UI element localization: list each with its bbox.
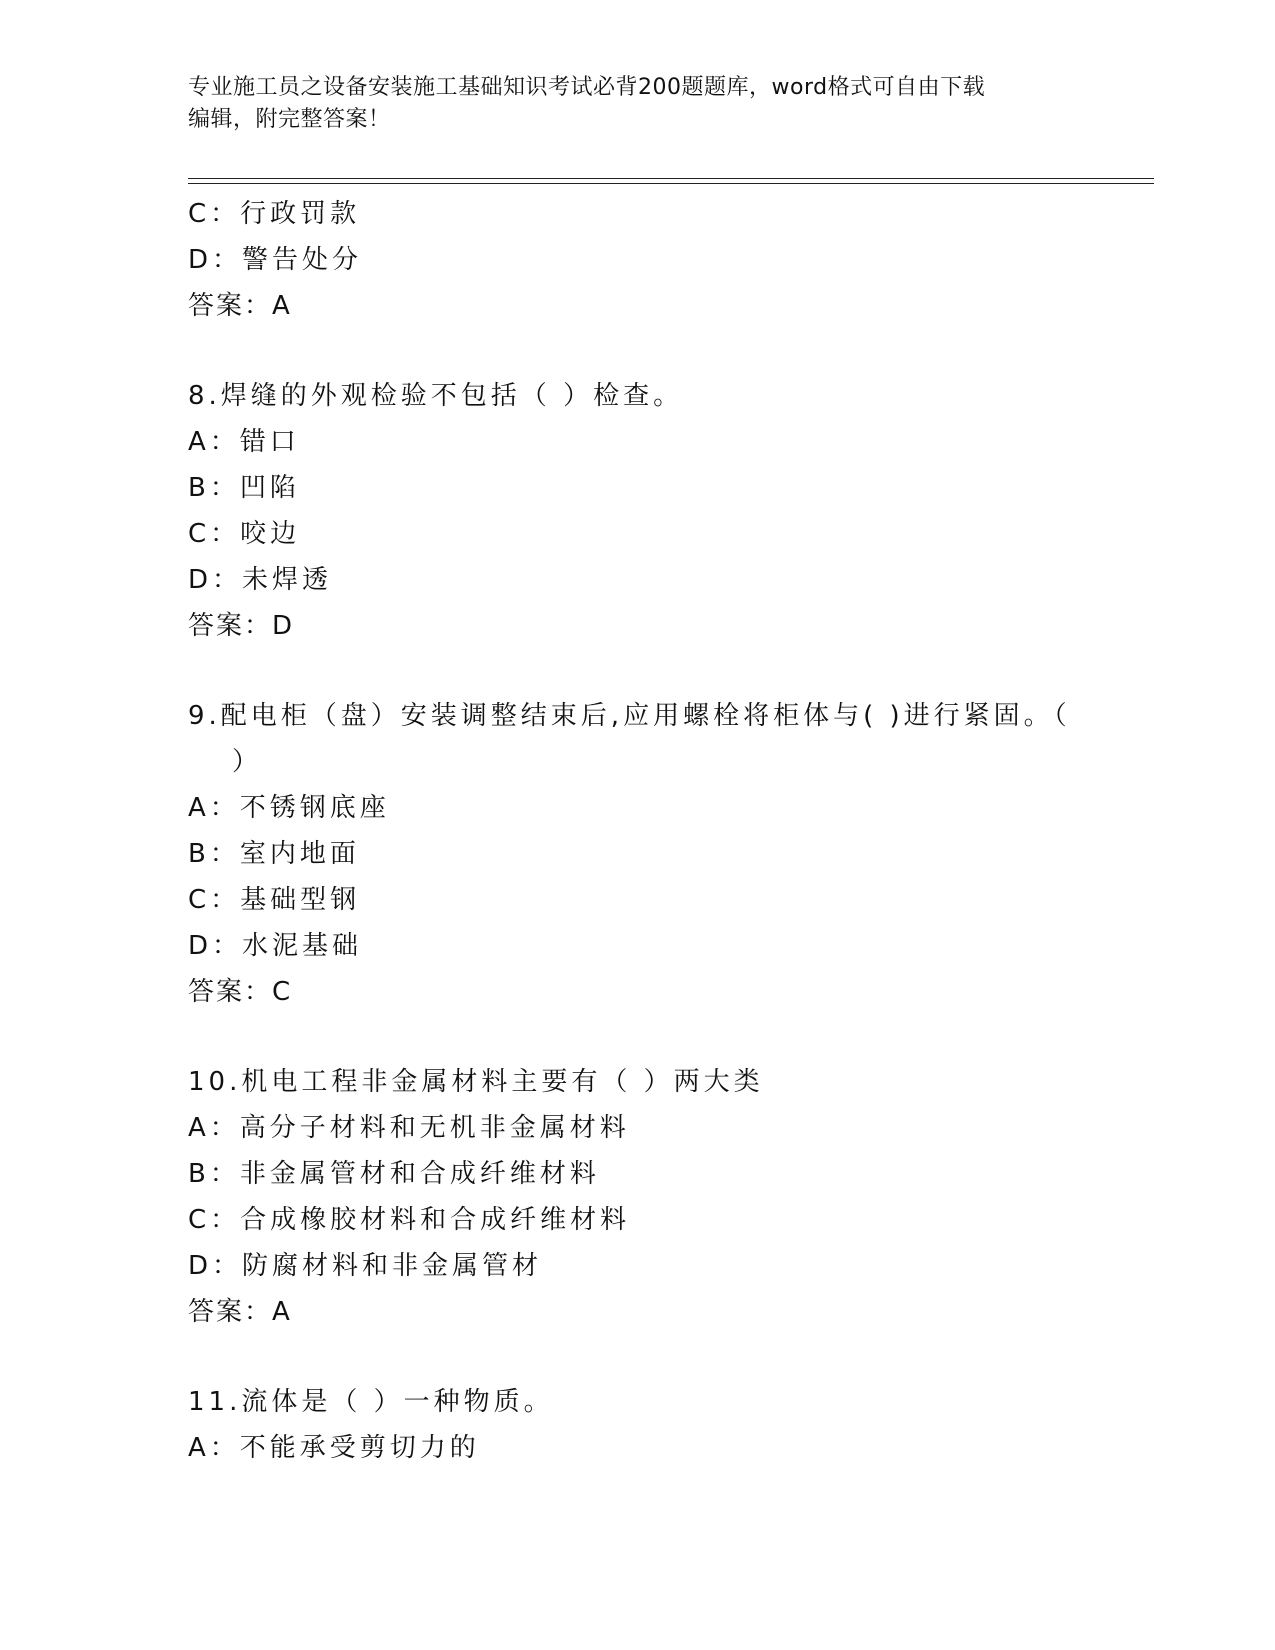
header-line-1: 专业施工员之设备安装施工基础知识考试必背200题题库，word格式可自由下载 <box>188 75 986 100</box>
option-d: D：警告处分 <box>188 245 363 275</box>
question-7 <box>188 191 1088 329</box>
answer: 答案：D <box>188 611 295 641</box>
question-text: 10.机电工程非金属材料主要有（ ）两大类 <box>188 1067 764 1097</box>
answer: 答案：A <box>188 1297 292 1327</box>
document-header <box>188 72 1088 136</box>
option-a: A：错口 <box>188 427 300 457</box>
question-text: 9.配电柜（盘）安装调整结束后,应用螺栓将柜体与( )进行紧固。（ <box>188 701 1071 731</box>
answer: 答案：A <box>188 291 292 321</box>
option-b: B：非金属管材和合成纤维材料 <box>188 1159 600 1189</box>
option-c: C：基础型钢 <box>188 885 361 915</box>
option-c: C：行政罚款 <box>188 199 361 229</box>
header-divider-bottom <box>188 183 1154 184</box>
question-text: 8.焊缝的外观检验不包括（ ）检查。 <box>188 381 684 411</box>
question-list <box>188 191 1088 1471</box>
option-d: D：水泥基础 <box>188 931 363 961</box>
question-9 <box>188 693 1088 1015</box>
option-b: B：室内地面 <box>188 839 360 869</box>
answer: 答案：C <box>188 977 293 1007</box>
question-text: 11.流体是（ ）一种物质。 <box>188 1387 554 1417</box>
option-c: C：咬边 <box>188 519 301 549</box>
spacer <box>188 329 1088 373</box>
question-10 <box>188 1059 1088 1335</box>
option-a: A：不锈钢底座 <box>188 793 390 823</box>
question-11 <box>188 1379 1088 1471</box>
spacer <box>188 649 1088 693</box>
option-a: A：高分子材料和无机非金属材料 <box>188 1113 630 1143</box>
option-a: A：不能承受剪切力的 <box>188 1433 480 1463</box>
spacer <box>188 1015 1088 1059</box>
option-b: B：凹陷 <box>188 473 300 503</box>
spacer <box>188 1335 1088 1379</box>
header-divider-top <box>188 178 1154 179</box>
question-text-continued: ） <box>232 747 263 777</box>
option-d: D：防腐材料和非金属管材 <box>188 1251 543 1281</box>
option-d: D：未焊透 <box>188 565 333 595</box>
option-c: C：合成橡胶材料和合成纤维材料 <box>188 1205 631 1235</box>
question-8 <box>188 373 1088 649</box>
header-line-2: 编辑，附完整答案！ <box>188 107 391 132</box>
